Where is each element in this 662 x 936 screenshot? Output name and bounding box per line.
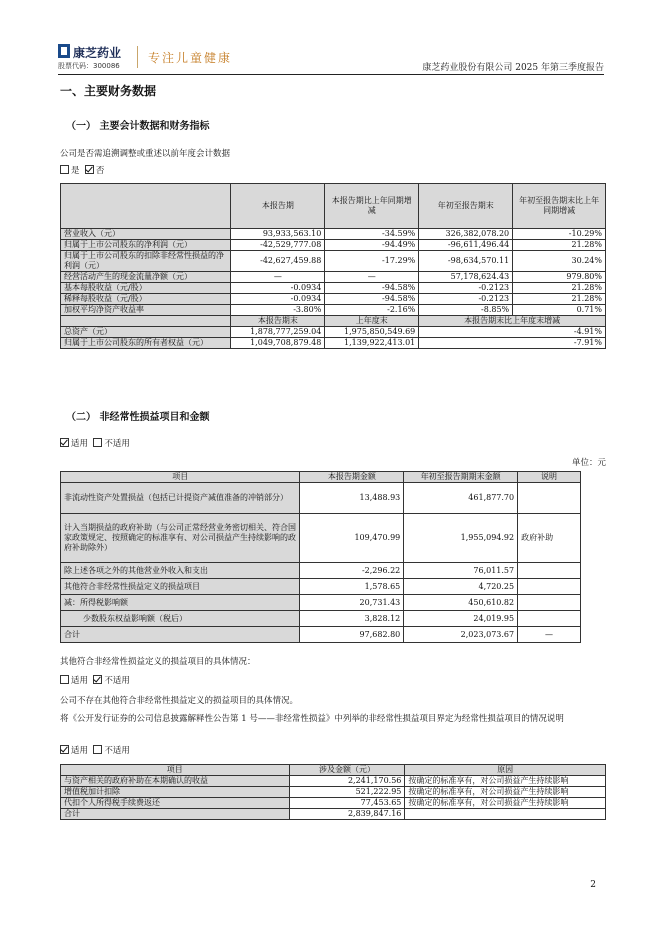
checkbox-notapply[interactable]: [93, 438, 102, 447]
subsection-title-1: （一） 主要会计数据和财务指标: [66, 121, 210, 132]
row-label: 营业收入（元）: [61, 229, 231, 240]
table-cell: 4,720.25: [404, 579, 518, 595]
table-cell: -42,529,777.08: [231, 240, 325, 251]
table-row: [61, 514, 581, 563]
column-header: 项目: [61, 765, 290, 776]
table-cell: —: [518, 627, 581, 643]
row-label: 合计: [61, 809, 290, 820]
table-cell: 按确定的标准享有，对公司损益产生持续影响: [405, 776, 606, 787]
table-row: [61, 251, 606, 272]
table-cell: 76,011.57: [404, 563, 518, 579]
option-yes-label: 是: [71, 166, 80, 176]
table-cell: -2,296.22: [300, 563, 404, 579]
column-header: 年初至报告期末: [419, 184, 513, 229]
table-cell: 109,470.99: [300, 514, 404, 563]
row-label: 归属于上市公司股东的所有者权益（元）: [61, 338, 231, 349]
column-header: 年初至报告期末比上年同期增减: [513, 184, 606, 229]
table-row: [61, 229, 606, 240]
table-row: [61, 627, 581, 643]
row-label: 经营活动产生的现金流量净额（元）: [61, 272, 231, 283]
table-row: [61, 305, 606, 316]
table-cell: 979.80%: [513, 272, 606, 283]
table-row: [61, 595, 581, 611]
table-cell: 2,241,170.56: [289, 776, 405, 787]
section-title: 一、主要财务数据: [60, 84, 157, 98]
notapply-label: 不适用: [104, 439, 130, 449]
report-title: 康芝药业股份有限公司 2025 年第三季度报告: [422, 63, 604, 73]
table-row: [61, 294, 606, 305]
company-short-name: 康芝药业: [73, 46, 122, 60]
reclassification-paragraph: 将《公开发行证券的公司信息披露解释性公告第 1 号——非经常性损益》中列举的非经常性损益项目界定为经常性损益项目的情况说明: [60, 714, 564, 724]
table-cell: -0.2123: [419, 283, 513, 294]
row-label: 归属于上市公司股东的扣除非经常性损益的净利润（元）: [61, 251, 231, 272]
table-row: [61, 272, 606, 283]
table-cell: 461,877.70: [404, 483, 518, 514]
apply-options-3: [60, 745, 130, 757]
checkbox-no[interactable]: [85, 165, 94, 174]
table-cell: 1,139,922,413.01: [325, 338, 419, 349]
table-cell: 0.71%: [513, 305, 606, 316]
row-label: 非流动性资产处置损益（包括已计提资产减值准备的冲销部分）: [61, 483, 300, 514]
apply-options-1: [60, 438, 130, 450]
row-label: 合计: [61, 627, 300, 643]
table-row: [61, 563, 581, 579]
column-header: 本报告期金额: [300, 472, 404, 483]
table-cell: -3.80%: [231, 305, 325, 316]
table-cell: 57,178,624.43: [419, 272, 513, 283]
column-header: 原因: [405, 765, 606, 776]
table-cell: 按确定的标准享有，对公司损益产生持续影响: [405, 798, 606, 809]
row-label: 归属于上市公司股东的净利润（元）: [61, 240, 231, 251]
table-cell: 21.28%: [513, 294, 606, 305]
table-cell: -0.2123: [419, 294, 513, 305]
apply-label-2: 适用: [71, 676, 89, 686]
row-label: 减：所得税影响额: [61, 595, 300, 611]
table-row: [61, 283, 606, 294]
table-cell: -10.29%: [513, 229, 606, 240]
table-cell: -7.91%: [419, 338, 606, 349]
table-cell: -34.59%: [325, 229, 419, 240]
subsection-title-2: （二） 非经常性损益项目和金额: [66, 412, 210, 423]
table-header-row: [61, 472, 581, 483]
table-cell: 2,839,847.16: [289, 809, 405, 820]
financial-indicators-table: [60, 183, 606, 349]
non-recurring-items-table: [60, 471, 581, 643]
table-cell: -94.58%: [325, 294, 419, 305]
row-label: 代扣个人所得税手续费返还: [61, 798, 290, 809]
table-cell: -8.85%: [419, 305, 513, 316]
column-header: 说明: [518, 472, 581, 483]
table-cell: 3,828.12: [300, 611, 404, 627]
notapply-label-2: 不适用: [104, 676, 130, 686]
table-cell: -2.16%: [325, 305, 419, 316]
table-cell: 97,682.80: [300, 627, 404, 643]
table-cell: [518, 595, 581, 611]
apply-label: 适用: [71, 439, 89, 449]
column-header: 本报告期比上年同期增减: [325, 184, 419, 229]
table-cell: 77,453.65: [289, 798, 405, 809]
table-cell: 93,933,563.10: [231, 229, 325, 240]
table-row: [61, 338, 606, 349]
checkbox-notapply-3[interactable]: [93, 745, 102, 754]
company-logo-icon: [58, 44, 70, 58]
table-header-row: [61, 765, 606, 776]
table-row: [61, 483, 581, 514]
table-cell: —: [231, 272, 325, 283]
column-header: 本报告期: [231, 184, 325, 229]
table-cell: 21.28%: [513, 283, 606, 294]
table-cell: 450,610.82: [404, 595, 518, 611]
row-label: 与资产相关的政府补助在本期确认的收益: [61, 776, 290, 787]
table-cell: 21.28%: [513, 240, 606, 251]
table-cell: -0.0934: [231, 283, 325, 294]
table-cell: [518, 563, 581, 579]
checkbox-apply[interactable]: [60, 438, 69, 447]
table-header-row: [61, 184, 606, 229]
reclassified-items-table: [60, 764, 606, 820]
restate-question: 公司是否需追溯调整或重述以前年度会计数据: [60, 149, 231, 159]
table-cell: -96,611,496.44: [419, 240, 513, 251]
table-cell: 24,019.95: [404, 611, 518, 627]
page-header: [58, 44, 604, 75]
table-cell: 521,222.95: [289, 787, 405, 798]
table-cell: [518, 579, 581, 595]
table-row: [61, 787, 606, 798]
row-label: 少数股东权益影响额（税后）: [61, 611, 300, 627]
table-cell: 326,382,078.20: [419, 229, 513, 240]
table-row: [61, 579, 581, 595]
apply-label-3: 适用: [71, 746, 89, 756]
option-no-label: 否: [95, 166, 105, 176]
restate-options: [60, 165, 104, 177]
row-label: 加权平均净资产收益率: [61, 305, 231, 316]
column-header: 本报告期末: [231, 316, 325, 327]
checkbox-yes[interactable]: [60, 165, 69, 174]
page-number: 2: [590, 880, 596, 890]
row-label: 稀释每股收益（元/股）: [61, 294, 231, 305]
row-label: 总资产（元）: [61, 327, 231, 338]
row-label: 基本每股收益（元/股）: [61, 283, 231, 294]
column-header: 涉及金额（元）: [289, 765, 405, 776]
row-label: 计入当期损益的政府补助（与公司正常经营业务密切相关、符合国家政策规定、按照确定的标准享有、对公司损益产生持续影响的政府补助除外）: [61, 514, 300, 563]
checkbox-apply-3[interactable]: [60, 745, 69, 754]
table-cell: -98,634,570.11: [419, 251, 513, 272]
unit-label: 单位：元: [571, 458, 606, 468]
table-cell: -0.0934: [231, 294, 325, 305]
table-cell: 1,578.65: [300, 579, 404, 595]
table-cell: -94.58%: [325, 283, 419, 294]
table-cell: -42,627,459.88: [231, 251, 325, 272]
table-cell: [518, 611, 581, 627]
other-items-note: 公司不存在其他符合非经常性损益定义的损益项目的具体情况。: [60, 696, 299, 706]
table-cell: [518, 483, 581, 514]
table-cell: 13,488.93: [300, 483, 404, 514]
table-cell: 2,023,073.67: [404, 627, 518, 643]
row-label: 其他符合非经常性损益定义的损益项目: [61, 579, 300, 595]
apply-options-2: [60, 675, 130, 687]
row-label: 增值税加计扣除: [61, 787, 290, 798]
table-row: [61, 611, 581, 627]
table-cell: 按确定的标准享有，对公司损益产生持续影响: [405, 787, 606, 798]
column-header: 项目: [61, 472, 300, 483]
table-row: [61, 809, 606, 820]
header-divider: [137, 46, 138, 68]
column-header: 上年度末: [325, 316, 419, 327]
table-cell: 1,878,777,259.04: [231, 327, 325, 338]
table-cell: 1,955,094.92: [404, 514, 518, 563]
table-subheader-row: [61, 316, 606, 327]
slogan: 专注儿童健康: [148, 51, 233, 65]
table-cell: [405, 809, 606, 820]
table-cell: —: [325, 272, 419, 283]
table-cell: 1,049,708,879.48: [231, 338, 325, 349]
column-header: 本报告期末比上年度末增减: [419, 316, 606, 327]
table-row: [61, 327, 606, 338]
table-cell: 20,731.43: [300, 595, 404, 611]
table-cell: -4.91%: [419, 327, 606, 338]
table-cell: -94.49%: [325, 240, 419, 251]
table-cell: 30.24%: [513, 251, 606, 272]
column-header: 年初至报告期期末金额: [404, 472, 518, 483]
table-cell: -17.29%: [325, 251, 419, 272]
table-cell: 1,975,850,549.69: [325, 327, 419, 338]
row-label: 除上述各项之外的其他营业外收入和支出: [61, 563, 300, 579]
table-row: [61, 798, 606, 809]
checkbox-apply-2[interactable]: [60, 675, 69, 684]
checkbox-notapply-2[interactable]: [93, 675, 102, 684]
notapply-label-3: 不适用: [104, 746, 130, 756]
other-items-title: 其他符合非经常性损益定义的损益项目的具体情况：: [60, 657, 256, 667]
stock-code: 股票代码：300086: [58, 62, 120, 70]
table-row: [61, 776, 606, 787]
table-row: [61, 240, 606, 251]
table-cell: 政府补助: [518, 514, 581, 563]
column-header: [61, 184, 231, 229]
column-header: [61, 316, 231, 327]
